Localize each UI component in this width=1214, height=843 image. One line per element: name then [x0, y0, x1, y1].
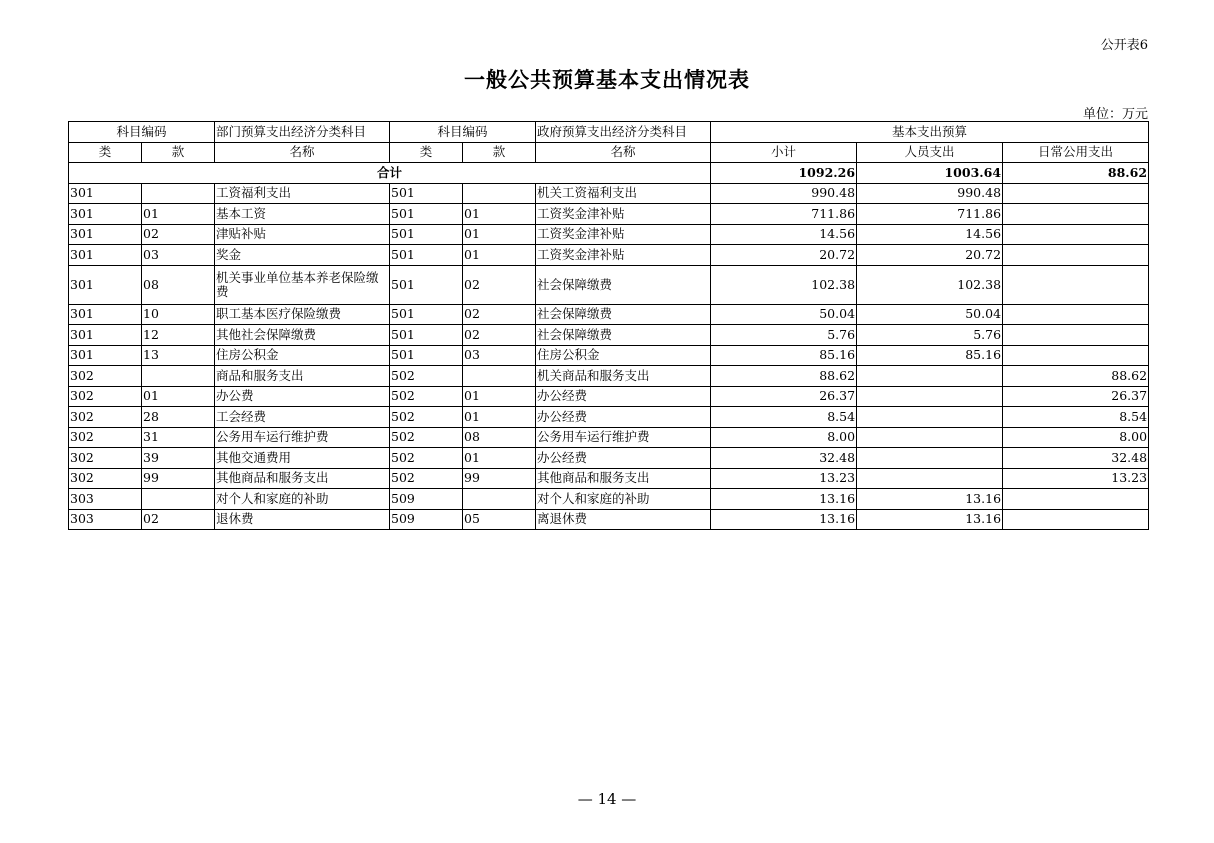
- personnel-cell: 990.48: [857, 183, 1003, 204]
- gov-kuan-header: 款: [463, 142, 536, 163]
- subtotal-cell: 8.00: [711, 427, 857, 448]
- public-use-cell: 26.37: [1003, 386, 1149, 407]
- gov-name-cell: 工资奖金津补贴: [536, 224, 711, 245]
- gov-kuan-cell: 01: [463, 245, 536, 266]
- table-row: [69, 407, 1149, 428]
- gov-kuan-cell: [463, 183, 536, 204]
- dept-name-cell: 津贴补贴: [215, 224, 390, 245]
- gov-lei-cell: 502: [390, 407, 463, 428]
- public-use-cell: [1003, 224, 1149, 245]
- dept-name-cell: 工会经费: [215, 407, 390, 428]
- dept-lei-cell: 303: [69, 489, 142, 510]
- dept-kuan-cell: [142, 183, 215, 204]
- public-use-cell: [1003, 325, 1149, 346]
- dept-lei-cell: 301: [69, 325, 142, 346]
- gov-lei-cell: 509: [390, 489, 463, 510]
- public-use-cell: [1003, 204, 1149, 225]
- subtotal-cell: 50.04: [711, 304, 857, 325]
- public-use-header: 日常公用支出: [1003, 142, 1149, 163]
- dept-lei-cell: 301: [69, 204, 142, 225]
- dept-kuan-cell: 08: [142, 265, 215, 304]
- gov-lei-cell: 509: [390, 509, 463, 530]
- dept-lei-cell: 302: [69, 366, 142, 387]
- dept-name-cell: 退休费: [215, 509, 390, 530]
- gov-lei-cell: 502: [390, 386, 463, 407]
- dept-name-cell: 奖金: [215, 245, 390, 266]
- table-row: [69, 224, 1149, 245]
- public-use-cell: [1003, 304, 1149, 325]
- gov-kuan-cell: 02: [463, 325, 536, 346]
- dept-lei-cell: 301: [69, 183, 142, 204]
- table-row: [69, 427, 1149, 448]
- table-row: [69, 345, 1149, 366]
- public-use-cell: [1003, 489, 1149, 510]
- gov-kuan-cell: [463, 366, 536, 387]
- personnel-cell: 102.38: [857, 265, 1003, 304]
- dept-name-cell: 对个人和家庭的补助: [215, 489, 390, 510]
- page-number: — 14 —: [577, 790, 637, 808]
- subtotal-cell: 26.37: [711, 386, 857, 407]
- gov-kuan-cell: 01: [463, 386, 536, 407]
- public-use-cell: 32.48: [1003, 448, 1149, 469]
- gov-kuan-cell: 01: [463, 448, 536, 469]
- unit-label: 单位：万元: [1082, 107, 1148, 122]
- subtotal-cell: 20.72: [711, 245, 857, 266]
- dept-kuan-cell: 39: [142, 448, 215, 469]
- gov-name-cell: 住房公积金: [536, 345, 711, 366]
- page-title: 一般公共预算基本支出情况表: [464, 68, 750, 92]
- gov-lei-cell: 501: [390, 224, 463, 245]
- subtotal-cell: 990.48: [711, 183, 857, 204]
- dept-lei-cell: 302: [69, 448, 142, 469]
- gov-name-cell: 工资奖金津补贴: [536, 245, 711, 266]
- gov-lei-cell: 501: [390, 183, 463, 204]
- dept-kuan-cell: [142, 366, 215, 387]
- dept-lei-cell: 301: [69, 345, 142, 366]
- personnel-cell: 13.16: [857, 489, 1003, 510]
- dept-name-cell: 基本工资: [215, 204, 390, 225]
- header-row-1: [69, 122, 1149, 143]
- budget-table: [68, 121, 1149, 530]
- dept-lei-cell: 301: [69, 245, 142, 266]
- dept-name-cell: 职工基本医疗保险缴费: [215, 304, 390, 325]
- dept-code-header: 科目编码: [69, 122, 215, 143]
- dept-name-cell: 工资福利支出: [215, 183, 390, 204]
- header-row-2: [69, 142, 1149, 163]
- gov-name-cell: 办公经费: [536, 386, 711, 407]
- gov-lei-cell: 502: [390, 366, 463, 387]
- gov-name-header-2: 名称: [536, 142, 711, 163]
- personnel-cell: [857, 427, 1003, 448]
- public-use-cell: 13.23: [1003, 468, 1149, 489]
- subtotal-cell: 14.56: [711, 224, 857, 245]
- public-use-cell: [1003, 265, 1149, 304]
- dept-name-cell: 商品和服务支出: [215, 366, 390, 387]
- dept-name-cell: 办公费: [215, 386, 390, 407]
- gov-name-cell: 机关商品和服务支出: [536, 366, 711, 387]
- dept-name-cell: 住房公积金: [215, 345, 390, 366]
- gov-code-header: 科目编码: [390, 122, 536, 143]
- gov-lei-cell: 501: [390, 345, 463, 366]
- subtotal-cell: 13.16: [711, 509, 857, 530]
- dept-kuan-cell: 01: [142, 386, 215, 407]
- dept-name-cell: 公务用车运行维护费: [215, 427, 390, 448]
- table-id-label: 公开表6: [1100, 38, 1148, 53]
- public-use-cell: 8.54: [1003, 407, 1149, 428]
- dept-kuan-cell: 02: [142, 509, 215, 530]
- dept-name-cell: 其他社会保障缴费: [215, 325, 390, 346]
- table-row: [69, 325, 1149, 346]
- dept-kuan-header: 款: [142, 142, 215, 163]
- gov-kuan-cell: 02: [463, 265, 536, 304]
- public-use-cell: [1003, 183, 1149, 204]
- gov-name-cell: 离退休费: [536, 509, 711, 530]
- gov-name-cell: 社会保障缴费: [536, 304, 711, 325]
- dept-kuan-cell: 02: [142, 224, 215, 245]
- personnel-cell: 13.16: [857, 509, 1003, 530]
- dept-lei-header: 类: [69, 142, 142, 163]
- personnel-cell: [857, 366, 1003, 387]
- gov-name-header: 政府预算支出经济分类科目: [536, 122, 711, 143]
- table-row: [69, 509, 1149, 530]
- subtotal-header: 小计: [711, 142, 857, 163]
- gov-name-cell: 其他商品和服务支出: [536, 468, 711, 489]
- gov-name-cell: 工资奖金津补贴: [536, 204, 711, 225]
- total-public-use: 88.62: [1003, 163, 1149, 184]
- gov-lei-cell: 502: [390, 427, 463, 448]
- gov-lei-cell: 501: [390, 304, 463, 325]
- subtotal-cell: 13.23: [711, 468, 857, 489]
- table-row: [69, 245, 1149, 266]
- dept-kuan-cell: [142, 489, 215, 510]
- dept-name-cell: 机关事业单位基本养老保险缴费: [215, 265, 390, 304]
- subtotal-cell: 5.76: [711, 325, 857, 346]
- subtotal-cell: 711.86: [711, 204, 857, 225]
- gov-lei-cell: 501: [390, 325, 463, 346]
- dept-name-header-2: 名称: [215, 142, 390, 163]
- dept-kuan-cell: 99: [142, 468, 215, 489]
- gov-name-cell: 社会保障缴费: [536, 325, 711, 346]
- gov-lei-cell: 502: [390, 448, 463, 469]
- personnel-cell: 20.72: [857, 245, 1003, 266]
- dept-name-cell: 其他商品和服务支出: [215, 468, 390, 489]
- table-row: [69, 448, 1149, 469]
- subtotal-cell: 13.16: [711, 489, 857, 510]
- dept-kuan-cell: 10: [142, 304, 215, 325]
- subtotal-cell: 88.62: [711, 366, 857, 387]
- table-row: [69, 468, 1149, 489]
- subtotal-cell: 85.16: [711, 345, 857, 366]
- personnel-cell: [857, 468, 1003, 489]
- personnel-cell: 50.04: [857, 304, 1003, 325]
- dept-lei-cell: 302: [69, 468, 142, 489]
- dept-lei-cell: 301: [69, 224, 142, 245]
- personnel-cell: [857, 386, 1003, 407]
- personnel-cell: 711.86: [857, 204, 1003, 225]
- gov-kuan-cell: 01: [463, 407, 536, 428]
- subtotal-cell: 32.48: [711, 448, 857, 469]
- table-row: [69, 489, 1149, 510]
- gov-name-cell: 办公经费: [536, 448, 711, 469]
- subtotal-cell: 8.54: [711, 407, 857, 428]
- total-label: 合计: [69, 163, 711, 184]
- dept-kuan-cell: 31: [142, 427, 215, 448]
- gov-name-cell: 办公经费: [536, 407, 711, 428]
- gov-lei-cell: 502: [390, 468, 463, 489]
- table-row: [69, 265, 1149, 304]
- gov-lei-cell: 501: [390, 245, 463, 266]
- public-use-cell: 88.62: [1003, 366, 1149, 387]
- personnel-cell: 5.76: [857, 325, 1003, 346]
- dept-lei-cell: 303: [69, 509, 142, 530]
- table-row: [69, 204, 1149, 225]
- dept-lei-cell: 302: [69, 407, 142, 428]
- total-subtotal: 1092.26: [711, 163, 857, 184]
- dept-lei-cell: 301: [69, 265, 142, 304]
- dept-kuan-cell: 13: [142, 345, 215, 366]
- gov-kuan-cell: 05: [463, 509, 536, 530]
- basic-budget-header: 基本支出预算: [711, 122, 1149, 143]
- dept-kuan-cell: 01: [142, 204, 215, 225]
- personnel-cell: [857, 407, 1003, 428]
- dept-lei-cell: 302: [69, 427, 142, 448]
- gov-kuan-cell: 03: [463, 345, 536, 366]
- total-row: [69, 163, 1149, 184]
- dept-kuan-cell: 28: [142, 407, 215, 428]
- public-use-cell: 8.00: [1003, 427, 1149, 448]
- gov-kuan-cell: 01: [463, 224, 536, 245]
- dept-lei-cell: 302: [69, 386, 142, 407]
- public-use-cell: [1003, 509, 1149, 530]
- public-use-cell: [1003, 245, 1149, 266]
- table-row: [69, 386, 1149, 407]
- gov-name-cell: 社会保障缴费: [536, 265, 711, 304]
- gov-kuan-cell: [463, 489, 536, 510]
- table-row: [69, 183, 1149, 204]
- table-row: [69, 304, 1149, 325]
- gov-kuan-cell: 08: [463, 427, 536, 448]
- total-personnel: 1003.64: [857, 163, 1003, 184]
- dept-kuan-cell: 12: [142, 325, 215, 346]
- gov-name-cell: 公务用车运行维护费: [536, 427, 711, 448]
- gov-lei-cell: 501: [390, 265, 463, 304]
- gov-kuan-cell: 01: [463, 204, 536, 225]
- dept-name-cell: 其他交通费用: [215, 448, 390, 469]
- dept-lei-cell: 301: [69, 304, 142, 325]
- gov-name-cell: 对个人和家庭的补助: [536, 489, 711, 510]
- personnel-header: 人员支出: [857, 142, 1003, 163]
- gov-lei-cell: 501: [390, 204, 463, 225]
- table-row: [69, 366, 1149, 387]
- gov-kuan-cell: 02: [463, 304, 536, 325]
- dept-kuan-cell: 03: [142, 245, 215, 266]
- public-use-cell: [1003, 345, 1149, 366]
- gov-kuan-cell: 99: [463, 468, 536, 489]
- personnel-cell: 85.16: [857, 345, 1003, 366]
- subtotal-cell: 102.38: [711, 265, 857, 304]
- dept-name-header: 部门预算支出经济分类科目: [215, 122, 390, 143]
- personnel-cell: 14.56: [857, 224, 1003, 245]
- gov-name-cell: 机关工资福利支出: [536, 183, 711, 204]
- personnel-cell: [857, 448, 1003, 469]
- gov-lei-header: 类: [390, 142, 463, 163]
